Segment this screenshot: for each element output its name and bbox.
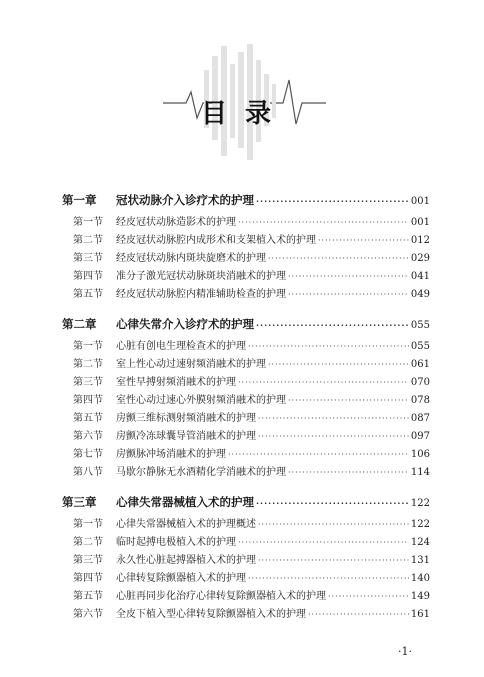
dot-leader [256,191,409,212]
section-entry[interactable] [62,286,430,304]
section-entry[interactable] [62,356,430,374]
dot-leader [308,606,409,624]
waveform-decoration [0,0,484,170]
section-number: 第三节 [73,555,103,566]
chapter-page: 001 [410,196,430,207]
section-number: 第七节 [73,449,103,460]
chapter-page: 122 [410,498,430,509]
section-page: 122 [410,519,430,530]
section-number: 第五节 [73,289,103,300]
section-page: 041 [410,271,430,282]
section-number: 第四节 [73,395,103,406]
toc-header [0,0,484,170]
section-number: 第八节 [73,467,103,478]
section-entry[interactable] [62,606,430,624]
section-number: 第三节 [73,377,103,388]
section-entry[interactable] [62,588,430,606]
section-page: 087 [410,413,430,424]
section-number: 第二节 [73,235,103,246]
section-number: 第五节 [73,413,103,424]
dot-leader [256,315,409,336]
section-number: 第一节 [73,341,103,352]
section-title: 心律转复除颤器植入术的护理 [116,573,246,584]
section-title: 房颤三维标测射频消融术的护理 [116,413,256,424]
section-title: 经皮冠状动脉造影术的护理 [116,217,236,228]
chapter-number: 第二章 [62,317,97,331]
section-title: 室上性心动过速射频消融术的护理 [116,359,266,370]
section-page: 097 [410,431,430,442]
dot-leader [248,570,409,588]
section-page: 149 [410,591,430,602]
chapter-entry[interactable] [62,314,430,335]
dot-leader [258,428,409,446]
section-number: 第一节 [73,519,103,530]
section-page: 049 [410,289,430,300]
section-number: 第六节 [73,431,103,442]
dot-leader [288,268,409,286]
dot-leader [238,214,409,232]
section-number: 第一节 [73,217,103,228]
dot-leader [288,286,409,304]
toc-chapter [62,190,430,304]
dot-leader [328,588,409,606]
dot-leader [258,516,409,534]
chapter-entry[interactable] [62,492,430,513]
section-title: 室性早搏射频消融术的护理 [116,377,236,388]
section-title: 房颤脉冲场消融术的护理 [116,449,226,460]
section-title: 准分子激光冠状动脉斑块消融术的护理 [116,271,286,282]
dot-leader [256,493,409,514]
chapter-entry[interactable] [62,190,430,211]
section-entry[interactable] [62,446,430,464]
section-number: 第四节 [73,573,103,584]
section-title: 心脏再同步化治疗心律转复除颤器植入术的护理 [116,591,326,602]
section-entry[interactable] [62,428,430,446]
section-title: 全皮下植入型心律转复除颤器植入术的护理 [116,609,306,620]
section-number: 第二节 [73,537,103,548]
section-entry[interactable] [62,214,430,232]
page-title: 目录 [200,99,289,129]
section-entry[interactable] [62,232,430,250]
section-title: 心脏有创电生理检查术的护理 [116,341,246,352]
chapter-page: 055 [410,320,430,331]
toc-chapter [62,492,430,624]
dot-leader [258,410,409,428]
section-number: 第五节 [73,591,103,602]
section-page: 131 [410,555,430,566]
section-title: 经皮冠状动脉腔内精准辅助检查的护理 [116,289,286,300]
section-number: 第二节 [73,359,103,370]
dot-leader [318,232,409,250]
section-entry[interactable] [62,374,430,392]
dot-leader [228,446,409,464]
section-entry[interactable] [62,410,430,428]
section-title: 永久性心脏起搏器植入术的护理 [116,555,256,566]
section-page: 078 [410,395,430,406]
section-page: 114 [410,467,430,478]
section-title: 房颤冷冻球囊导管消融术的护理 [116,431,256,442]
section-page: 012 [410,235,430,246]
section-title: 经皮冠状动脉内斑块旋磨术的护理 [116,253,266,264]
section-title: 临时起搏电极植入术的护理 [116,537,236,548]
section-entry[interactable] [62,250,430,268]
section-title: 心律失常器械植入术的护理概述 [116,519,256,530]
section-page: 106 [410,449,430,460]
dot-leader [268,356,409,374]
section-title: 室性心动过速心外膜射频消融术的护理 [116,395,286,406]
table-of-contents [62,190,430,634]
section-entry[interactable] [62,338,430,356]
section-page: 140 [410,573,430,584]
section-entry[interactable] [62,534,430,552]
dot-leader [288,392,409,410]
section-number: 第四节 [73,271,103,282]
section-page: 029 [410,253,430,264]
section-number: 第六节 [73,609,103,620]
section-entry[interactable] [62,516,430,534]
section-entry[interactable] [62,570,430,588]
section-number: 第三节 [73,253,103,264]
chapter-number: 第三章 [62,495,97,509]
section-entry[interactable] [62,268,430,286]
section-entry[interactable] [62,392,430,410]
section-page: 161 [410,609,430,620]
section-page: 124 [410,537,430,548]
section-entry[interactable] [62,552,430,570]
section-page: 061 [410,359,430,370]
dot-leader [268,250,409,268]
chapter-title: 心律失常器械植入术的护理 [116,495,254,509]
section-title: 经皮冠状动脉腔内成形术和支架植入术的护理 [116,235,316,246]
toc-chapter [62,314,430,482]
section-title: 马歇尔静脉无水酒精化学消融术的护理 [116,467,286,478]
dot-leader [238,374,409,392]
dot-leader [288,464,409,482]
page-number: ·1· [398,645,412,658]
dot-leader [248,338,409,356]
section-entry[interactable] [62,464,430,482]
dot-leader [238,534,409,552]
section-page: 070 [410,377,430,388]
chapter-title: 心律失常介入诊疗术的护理 [116,317,254,331]
dot-leader [258,552,409,570]
chapter-title: 冠状动脉介入诊疗术的护理 [116,193,254,207]
chapter-number: 第一章 [62,193,97,207]
section-page: 001 [410,217,430,228]
section-page: 055 [410,341,430,352]
